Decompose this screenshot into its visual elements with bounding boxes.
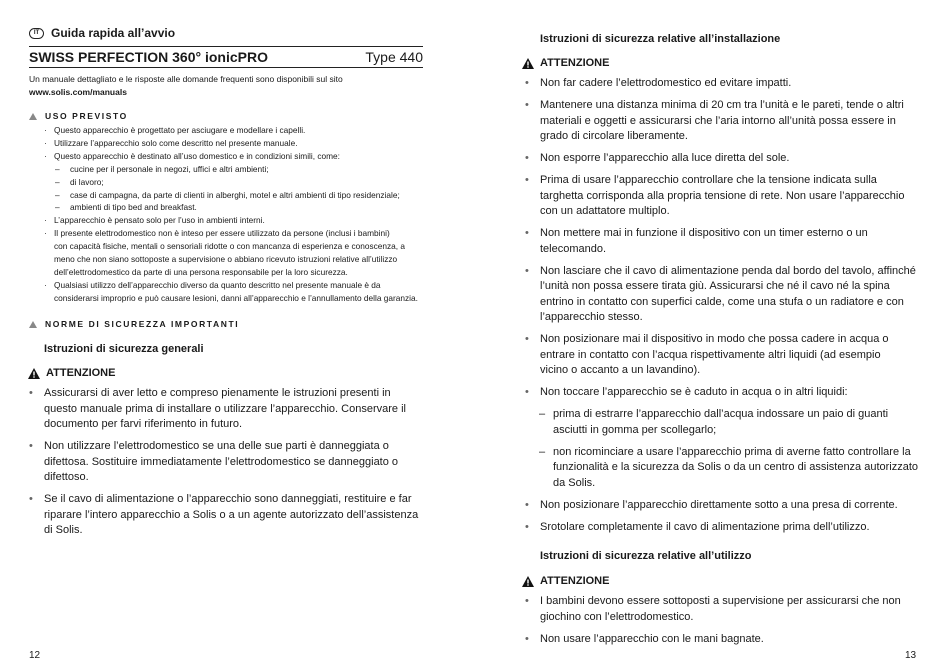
- right-page: [475, 0, 950, 660]
- safety-item-line: giochino con l’elettrodomestico.: [540, 610, 694, 623]
- safety-item-line: targhetta corrisponda alla propria tensione di rete. Non usare l’apparecchio: [540, 189, 905, 202]
- guide-title: Guida rapida all’avvio: [51, 26, 176, 40]
- intended-use-item: – case di campagna, da parte di clienti in alberghi, motel e altri ambienti di tipo residenziale;: [44, 189, 418, 202]
- intended-use-item: meno che non siano sottoposte a supervisione o abbiano ricevuto istruzioni relative all’utilizzo: [54, 254, 398, 265]
- safety-item-line: l’apparecchio stesso.: [540, 311, 643, 323]
- safety-item-line: Se il cavo di alimentazione o l’apparecchio sono danneggiati, restituire e far: [44, 493, 412, 505]
- safety-item: [525, 385, 848, 401]
- intended-use-item: dell’elettrodomestico da parte di una persona responsabile per la loro sicurezza.: [54, 266, 348, 277]
- safety-item: [525, 76, 792, 92]
- safety-item-line: Non posizionare l’apparecchio direttamente sotto a una presa di corrente.: [540, 498, 898, 511]
- safety-item-line: I bambini devono essere sottoposti a supervisione per assicurarsi che non: [540, 595, 901, 607]
- safety-item-line: grado di circolare liberamente.: [540, 130, 688, 142]
- intended-use-heading: [29, 111, 128, 121]
- safety-heading-label: NORME DI SICUREZZA IMPORTANTI: [45, 319, 240, 329]
- bullet-marker: •: [29, 440, 33, 452]
- warning-label: ATTENZIONE: [46, 367, 116, 379]
- safety-item-line: Non far cadere l’elettrodomestico ed evitare impatti.: [540, 77, 792, 89]
- dash-marker: –: [539, 408, 546, 420]
- safety-item-line: non ricominciare a usare l’apparecchio prima di averne fatto controllare la: [553, 445, 911, 458]
- product-title: SWISS PERFECTION 360° ionicPRO: [29, 49, 268, 65]
- safety-item: [525, 264, 916, 326]
- intended-use-list: [44, 124, 418, 305]
- safety-item-line: materiali e oggetti e assicurarsi che l’aria intorno all’unità possa essere in: [540, 114, 896, 127]
- safety-item: [525, 98, 904, 145]
- title-bar: [29, 46, 423, 68]
- safety-heading: [29, 319, 239, 329]
- intended-use-heading-label: USO PREVISTO: [45, 111, 128, 121]
- safety-item-line: questo manuale prima di installare o utilizzare l’apparecchio. Conservare il: [44, 402, 406, 415]
- safety-item-line: telecomando.: [540, 242, 607, 255]
- safety-item: [525, 632, 764, 648]
- language-badge: IT: [29, 28, 44, 39]
- warning-heading: [522, 575, 609, 587]
- type-label: Type 440: [365, 49, 423, 65]
- safety-item: [29, 492, 419, 539]
- bullet-marker: •: [525, 386, 529, 398]
- safety-item-line: Srotolare completamente il cavo di alimentazione prima dell’utilizzo.: [540, 520, 870, 533]
- page-number: 13: [905, 650, 917, 661]
- warning-icon: [28, 368, 40, 379]
- warning-icon: [522, 576, 534, 587]
- safety-item-line: Assicurarsi di aver letto e compreso pienamente le istruzioni presenti in: [44, 387, 391, 399]
- safety-item-line: entrino in contatto con superfici calde, come una stufa o un radiatore e con: [540, 295, 904, 308]
- warning-label: ATTENZIONE: [540, 57, 610, 69]
- bullet-marker: •: [525, 632, 529, 645]
- safety-item: [525, 151, 790, 167]
- safety-item: [29, 386, 406, 433]
- warning-label: ATTENZIONE: [540, 575, 610, 587]
- intended-use-item: · Questo apparecchio è destinato all’uso domestico e in condizioni simili, come:: [44, 150, 418, 163]
- bullet-marker: •: [525, 333, 529, 345]
- safety-item-line: di Solis.: [44, 524, 83, 536]
- safety-item-line: Non mettere mai in funzione il dispositivo con un timer esterno o un: [540, 227, 868, 239]
- safety-item-line: Prima di usare l’apparecchio controllare che la tensione indicata sulla: [540, 174, 877, 186]
- safety-item-line: Non toccare l’apparecchio se è caduto in acqua o in altri liquidi:: [540, 386, 848, 398]
- safety-item-line: documento per farvi riferimento in futuro.: [44, 418, 243, 430]
- safety-item-line: prima di estrarre l’apparecchio dall’acqua indossare un paio di guanti: [553, 408, 889, 420]
- intended-use-item: · Utilizzare l’apparecchio solo come descritto nel presente manuale.: [44, 137, 418, 150]
- guide-header: [29, 26, 175, 40]
- safety-item-line: entrare in contatto con l’acqua rispettivamente altri liquidi (ad esempio: [540, 348, 881, 361]
- intended-use-item: · Questo apparecchio è progettato per asciugare e modellare i capelli.: [44, 124, 418, 137]
- dash-marker: –: [539, 445, 546, 458]
- bullet-marker: •: [525, 520, 529, 533]
- intended-use-item: – cucine per il personale in negozi, uffici e altri ambienti;: [44, 163, 418, 176]
- intro: [29, 73, 343, 99]
- bullet-marker: •: [525, 77, 529, 89]
- safety-item: [525, 226, 868, 257]
- safety-item: [525, 498, 898, 514]
- intended-use-item: · Qualsiasi utilizzo dell’apparecchio diverso da quanto descritto nel presente manuale è da: [44, 279, 418, 292]
- bullet-marker: •: [29, 387, 33, 399]
- triangle-icon: [29, 321, 37, 328]
- bullet-marker: •: [525, 174, 529, 186]
- bullet-marker: •: [525, 498, 529, 511]
- safety-item-line: Non utilizzare l’elettrodomestico se una delle sue parti è danneggiata o: [44, 440, 389, 452]
- manual-url: www.solis.com/manuals: [29, 87, 127, 97]
- safety-item-line: riparare l’intero apparecchio a Solis o a un agente autorizzato dell’assistenza: [44, 508, 419, 521]
- safety-item-line: funzionalità e la sicurezza da Solis o da un centro di assistenza autorizzato: [553, 461, 919, 473]
- safety-item-line: Non posizionare mai il dispositivo in modo che possa cadere in acqua o: [540, 333, 889, 345]
- safety-item-line: Non esporre l’apparecchio alla luce diretta del sole.: [540, 152, 790, 164]
- safety-item-line: asciutti in gomma per scollegarlo;: [553, 423, 717, 436]
- intended-use-item: considerarsi improprio e può causare lesioni, danni all’apparecchio e l’annullamento della garanzia.: [54, 292, 418, 303]
- safety-item-line: Non usare l’apparecchio con le mani bagnate.: [540, 632, 764, 645]
- safety-item: [539, 445, 919, 492]
- intended-use-item: · L’apparecchio è pensato solo per l’uso in ambienti interni.: [44, 214, 418, 227]
- bullet-marker: •: [525, 227, 529, 239]
- triangle-icon: [29, 113, 37, 120]
- general-safety-heading: Istruzioni di sicurezza generali: [44, 343, 204, 355]
- page-number: 12: [29, 650, 41, 661]
- safety-item-line: difettoso.: [44, 471, 89, 483]
- install-safety-heading: Istruzioni di sicurezza relative all’installazione: [540, 33, 781, 45]
- intended-use-item: – di lavoro;: [44, 176, 418, 189]
- intro-text: Un manuale dettagliato e le risposte alle domande frequenti sono disponibili sul sito: [29, 74, 343, 84]
- bullet-marker: •: [525, 152, 529, 164]
- warning-icon: [522, 58, 534, 69]
- safety-item: [525, 520, 870, 536]
- safety-item: [525, 332, 889, 379]
- safety-item-line: vicino o accanto a un lavandino).: [540, 364, 701, 376]
- safety-item-line: Non lasciare che il cavo di alimentazione penda dal bordo del tavolo, affinché: [540, 264, 916, 277]
- intended-use-item: con capacità fisiche, mentali o sensoriali ridotte o con mancanza di esperienza e conoscenza, a: [54, 241, 405, 252]
- intended-use-item: – ambienti di tipo bed and breakfast.: [44, 201, 418, 214]
- safety-item: [539, 407, 889, 438]
- intended-use-item: · Il presente elettrodomestico non è inteso per essere utilizzato da persone (inclusi i bambini): [44, 227, 418, 240]
- safety-item: [525, 594, 901, 625]
- safety-item-line: con un adattatore multiplo.: [540, 205, 670, 217]
- safety-item: [525, 173, 905, 220]
- warning-heading: [28, 367, 115, 379]
- left-page: [0, 0, 475, 660]
- bullet-marker: •: [29, 493, 33, 505]
- safety-item: [29, 439, 399, 486]
- safety-item-line: l’unità non possa essere tirata giù. Assicurarsi che né il cavo né la spina: [540, 280, 890, 292]
- usage-safety-heading: Istruzioni di sicurezza relative all’utilizzo: [540, 550, 752, 562]
- safety-item-line: da Solis.: [553, 476, 596, 489]
- bullet-marker: •: [525, 99, 529, 111]
- bullet-marker: •: [525, 595, 529, 607]
- safety-item-line: Mantenere una distanza minima di 20 cm tra l’unità e le pareti, tende o altri: [540, 99, 904, 111]
- warning-heading: [522, 57, 609, 69]
- bullet-marker: •: [525, 264, 529, 277]
- safety-item-line: difettosa. Sostituire immediatamente l’elettrodomestico se danneggiato o: [44, 455, 399, 468]
